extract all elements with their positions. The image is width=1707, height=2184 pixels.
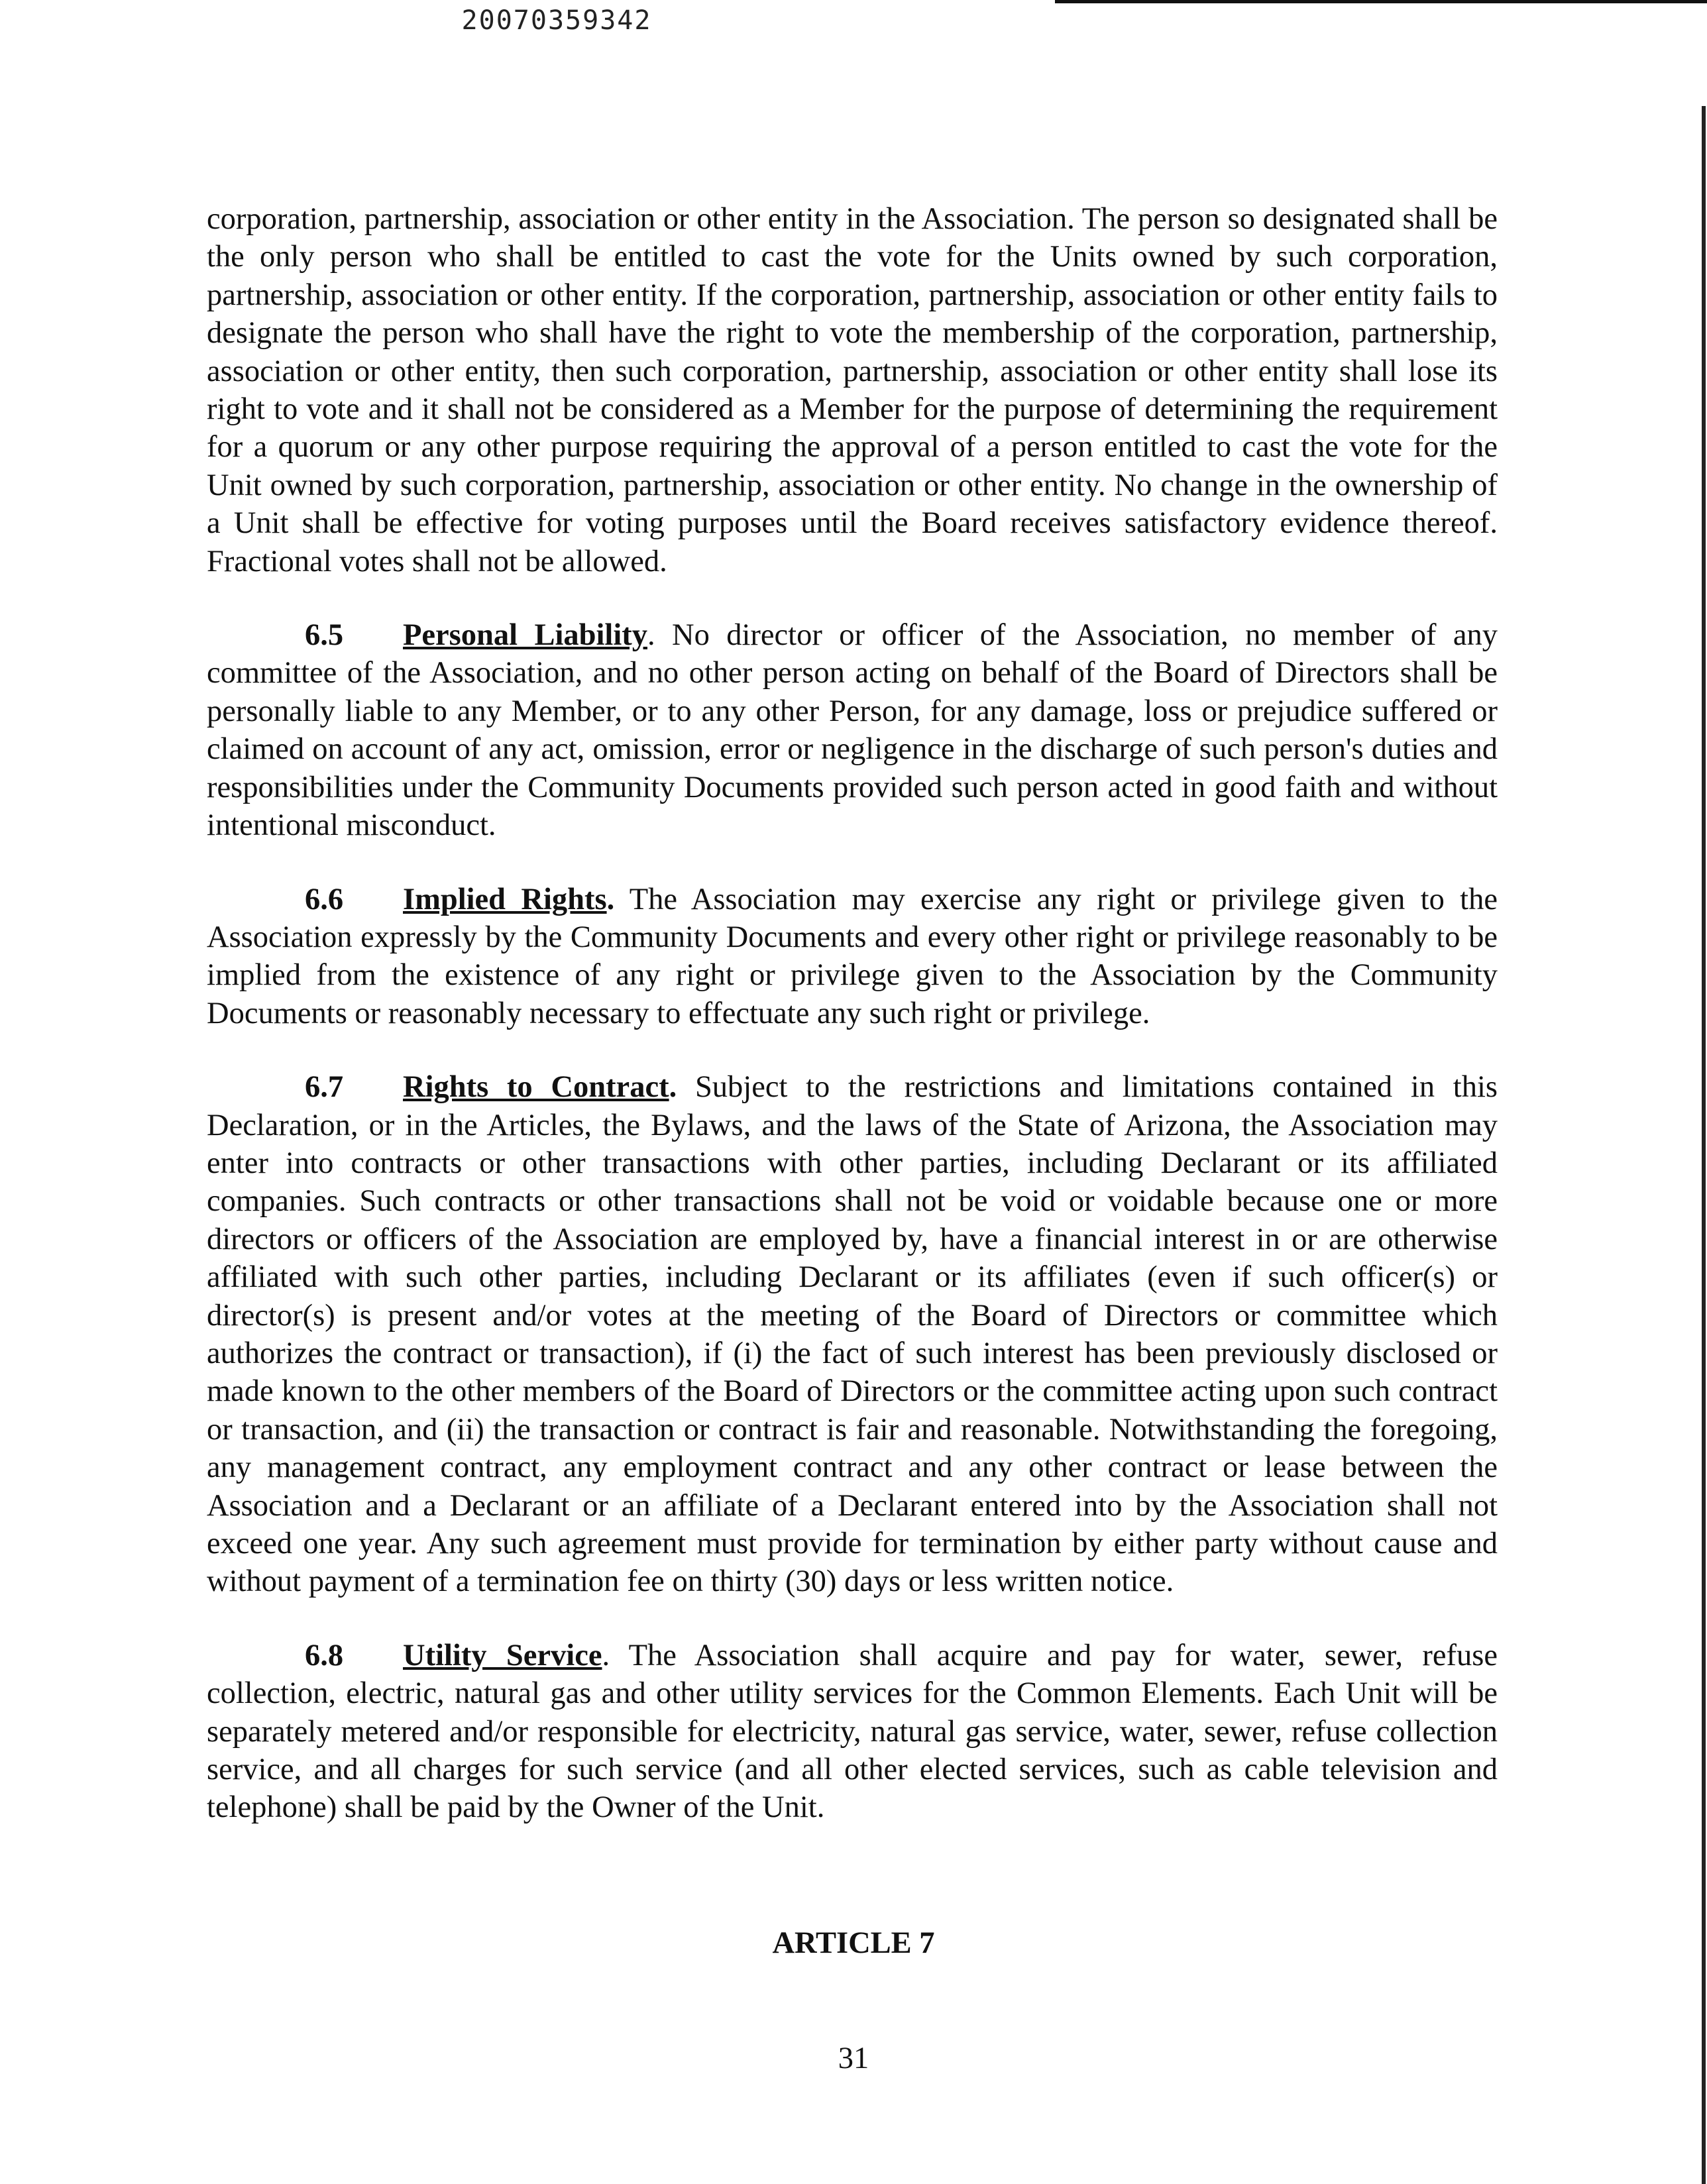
section-6-6 — [207, 881, 1498, 1033]
section-title: Personal Liability — [403, 618, 647, 653]
page-number: 31 — [838, 2042, 869, 2075]
section-text: The Association shall acquire and pay for water, sewer, refuse collection, electric, natural gas and other utility services for the Common Elements. Each Unit will be separately metered and/or responsible for electricity, natural gas service, water, sewer, refuse collection service, and all charges for such service (and all other elected services, such as cable television and telephone) shall be paid by the Owner of the Unit. — [207, 1638, 1498, 1825]
section-number: 6.8 — [305, 1638, 344, 1672]
section-title: Implied Rights — [403, 882, 607, 916]
paragraph-text: corporation, partnership, association or other entity in the Association. The person so designated shall be the only person who shall be entitled to cast the vote for the Units owned by such corporation, partnership, association or other entity. If the corporation, partnership, association or other entity fails to designate the person who shall have the right to vote the membership of the corporation, partnership, association or other entity, then such corporation, partnership, association or other entity shall lose its right to vote and it shall not be considered as a Member for the purpose of determining the requirement for a quorum or any other purpose requiring the approval of a person entitled to cast the vote for the Unit owned by such corporation, partnership, association or other entity. No change in the ownership of a Unit shall be effective for voting purposes until the Board receives satisfactory evidence thereof. Fractional votes shall not be allowed. — [207, 202, 1498, 578]
document-number: 20070359342 — [461, 5, 652, 36]
section-number: 6.6 — [305, 882, 344, 916]
document-body — [207, 200, 1498, 1863]
section-6-5 — [207, 616, 1498, 844]
section-title: Rights to Contract — [403, 1070, 669, 1105]
section-title-punctuation: . — [602, 1638, 610, 1672]
section-title-punctuation: . — [647, 618, 655, 653]
section-title-punctuation: . — [606, 882, 615, 916]
section-text: The Association may exercise any right or privilege given to the Association expressly by the Community Documents and every other right or privilege reasonably to be implied from the existence of any right or privilege given to the Association by the Community Documents or reasonably necessary to effectuate any such right or privilege. — [207, 882, 1498, 1030]
paragraph-continuation — [207, 200, 1498, 580]
section-6-7 — [207, 1068, 1498, 1601]
section-number: 6.7 — [305, 1070, 344, 1105]
section-text: No director or officer of the Association, no member of any committee of the Association, and no other person acting on behalf of the Board of Directors shall be personally liable to any Member, or to any other Person, for any damage, loss or prejudice suffered or claimed on account of any act, omission, error or negligence in the discharge of such person's duties and responsibilities under the Community Documents provided such person acted in good faith and without intentional misconduct. — [207, 618, 1498, 843]
section-text: Subject to the restrictions and limitations contained in this Declaration, or in the Articles, the Bylaws, and the laws of the State of Arizona, the Association may enter into contracts or other transactions with other parties, including Declarant or its affiliated companies. Such contracts or other transactions shall not be void or voidable because one or more directors or officers of the Association are employed by, have a financial interest in or are otherwise affiliated with such other parties, including Declarant or its affiliates (even if such officer(s) or director(s) is present and/or votes at the meeting of the Board of Directors or committee which authorizes the contract or transaction), if (i) the fact of such interest has been previously disclosed or made known to the other members of the Board of Directors or the committee acting upon such contract or transaction, and (ii) the transaction or contract is fair and reasonable. Notwithstanding the foregoing, any management contract, any employment contract and any other contract or lease between the Association and a Declarant or an affiliate of a Declarant entered into by the Association shall not exceed one year. Any such agreement must provide for termination by either party without cause and without payment of a termination fee on thirty (30) days or less written notice. — [207, 1070, 1498, 1599]
scan-edge-line — [1702, 106, 1706, 2184]
section-number: 6.5 — [305, 618, 344, 653]
top-border-rule — [1055, 0, 1707, 3]
section-title: Utility Service — [403, 1638, 602, 1672]
section-6-8 — [207, 1637, 1498, 1827]
article-heading: ARTICLE 7 — [772, 1926, 935, 1960]
section-title-punctuation: . — [669, 1070, 677, 1105]
